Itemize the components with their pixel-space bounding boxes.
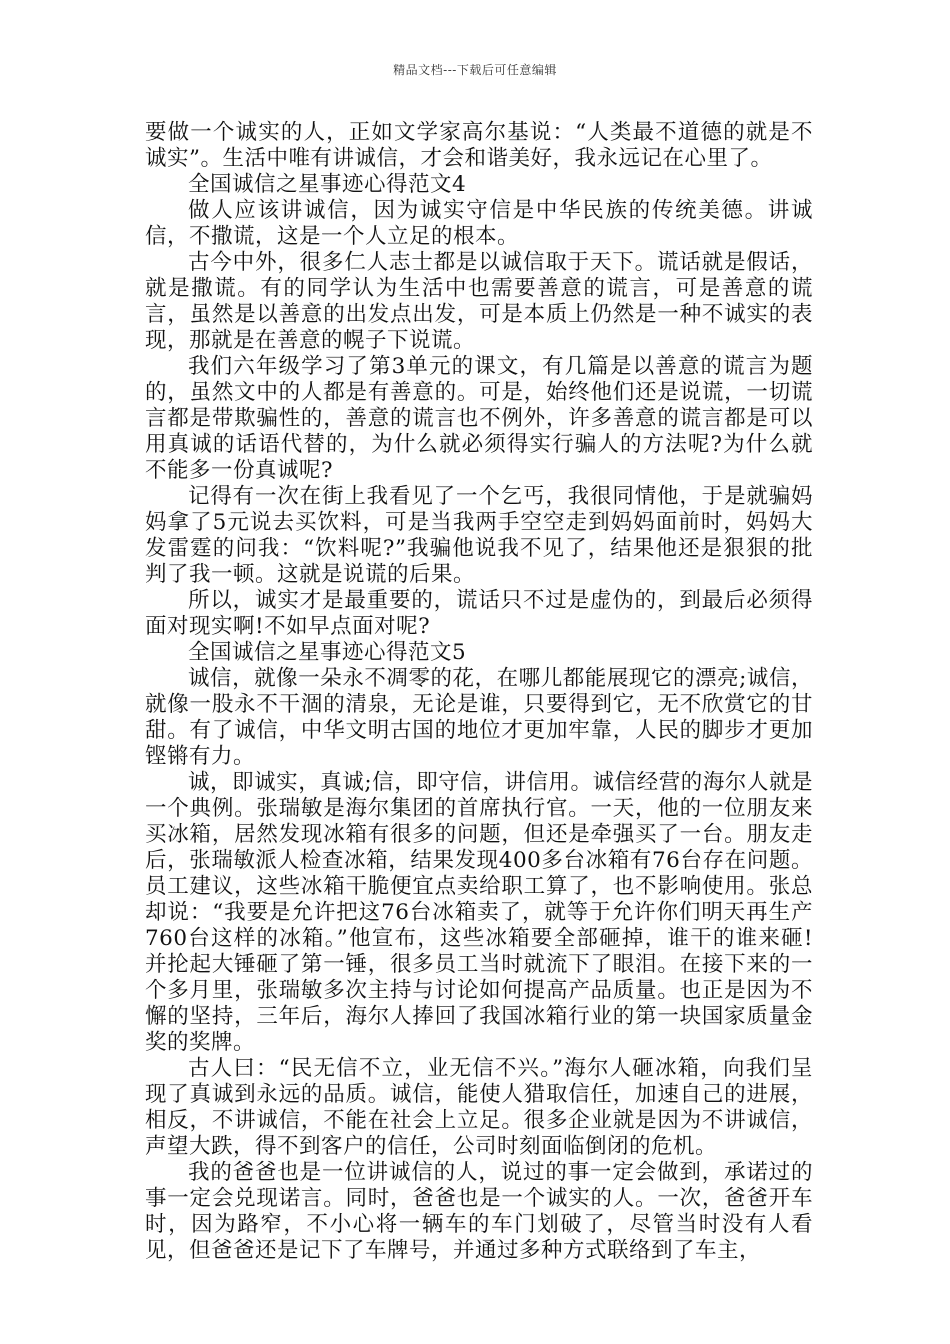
paragraph: 所以，诚实才是最重要的，谎话只不过是虚伪的，到最后必须得面对现实啊!不如早点面对呢? xyxy=(145,588,813,639)
paragraph: 做人应该讲诚信，因为诚实守信是中华民族的传统美德。讲诚信，不撒谎，这是一个人立足的根本。 xyxy=(145,198,813,249)
paragraph: 记得有一次在街上我看见了一个乞丐，我很同情他，于是就骗妈妈拿了5元说去买饮料，可是当我两手空空走到妈妈面前时，妈妈大发雷霆的问我：“饮料呢?”我骗他说我不见了，结果他还是狠狠的批判了我一顿。这就是说谎的后果。 xyxy=(145,484,813,587)
paragraph: 诚，即诚实，真诚;信，即守信，讲信用。诚信经营的海尔人就是一个典例。张瑞敏是海尔集团的首席执行官。一天，他的一位朋友来买冰箱，居然发现冰箱有很多的问题，但还是牵强买了一台。朋友走后，张瑞敏派人检查冰箱，结果发现400多台冰箱有76台存在问题。员工建议，这些冰箱干脆便宜点卖给职工算了，也不影响使用。张总却说：“我要是允许把这76台冰箱卖了，就等于允许你们明天再生产760台这样的冰箱。”他宣布，这些冰箱要全部砸掉，谁干的谁来砸!并抡起大锤砸了第一锤，很多员工当时就流下了眼泪。在接下来的一个多月里，张瑞敏多次主持与讨论如何提高产品质量。也正是因为不懈的坚持，三年后，海尔人捧回了我国冰箱行业的第一块国家质量金奖的奖牌。 xyxy=(145,770,813,1055)
paragraph: 诚信，就像一朵永不凋零的花，在哪儿都能展现它的漂亮;诚信，就像一股永不干涸的清泉，无论是谁，只要得到它，无不欣赏它的甘甜。有了诚信，中华文明古国的地位才更加牢靠，人民的脚步才更加铿锵有力。 xyxy=(145,666,813,769)
page-header: 精品文档---下载后可任意编辑 xyxy=(393,63,557,77)
paragraph: 我们六年级学习了第3单元的课文，有几篇是以善意的谎言为题的，虽然文中的人都是有善意的。可是，始终他们还是说谎，一切谎言都是带欺骗性的，善意的谎言也不例外，许多善意的谎言都是可以用真诚的话语代替的，为什么就必须得实行骗人的方法呢?为什么就不能多一份真诚呢? xyxy=(145,354,813,483)
paragraph: 古人曰：“民无信不立，业无信不兴。”海尔人砸冰箱，向我们呈现了真诚到永远的品质。诚信，能使人猎取信任，加速自己的进展，相反，不讲诚信，不能在社会上立足。很多企业就是因为不讲诚信，声望大跌，得不到客户的信任，公司时刻面临倒闭的危机。 xyxy=(145,1056,813,1159)
paragraph: 我的爸爸也是一位讲诚信的人，说过的事一定会做到，承诺过的事一定会兑现诺言。同时，爸爸也是一个诚实的人。一次，爸爸开车时，因为路窄，不小心将一辆车的车门划破了，尽管当时没有人看见，但爸爸还是记下了车牌号，并通过多种方式联络到了车主， xyxy=(145,1160,813,1263)
paragraph: 古今中外，很多仁人志士都是以诚信取于天下。谎话就是假话，就是撒谎。有的同学认为生活中也需要善意的谎言，可是善意的谎言，虽然是以善意的出发点出发，可是本质上仍然是一种不诚实的表现，那就是在善意的幌子下说谎。 xyxy=(145,250,813,353)
paragraph: 要做一个诚实的人，正如文学家高尔基说：“人类最不道德的就是不诚实”。生活中唯有讲诚信，才会和谐美好，我永远记在心里了。 xyxy=(145,120,813,171)
section-heading: 全国诚信之星事迹心得范文5 xyxy=(188,640,467,665)
section-heading: 全国诚信之星事迹心得范文4 xyxy=(188,172,467,197)
document-body xyxy=(145,120,813,1264)
